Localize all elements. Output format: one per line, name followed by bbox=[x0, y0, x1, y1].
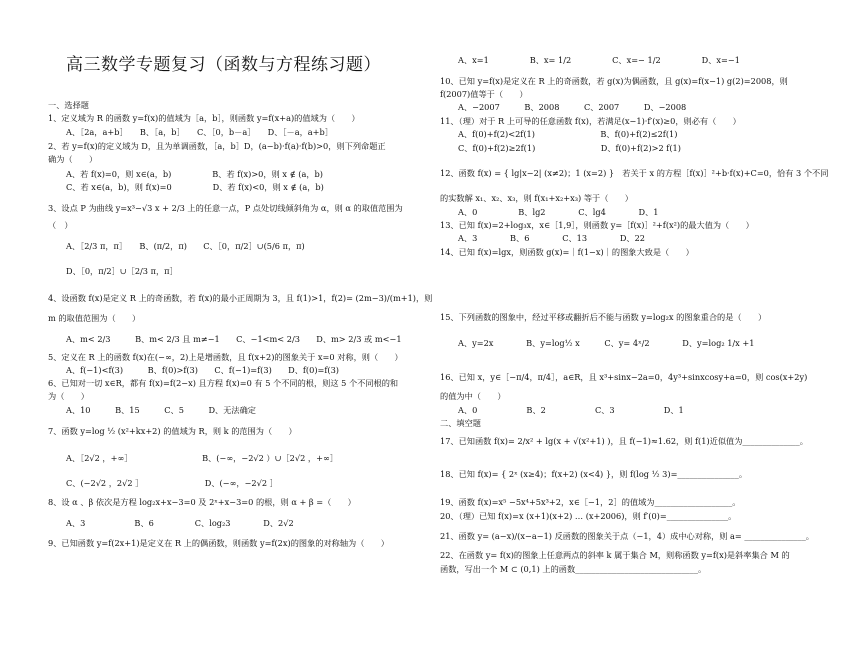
option-line: A、［2/3 π，π］ B、(π/2，π) C、［0，π/2］∪(5/6 π，π) bbox=[66, 241, 305, 251]
question-line: 为（ ） bbox=[48, 391, 89, 401]
option-line: D、［0，π/2］∪［2/3 π，π］ bbox=[66, 266, 178, 276]
question-line: 4、设函数 f(x)是定义 R 上的奇函数，若 f(x)的最小正周期为 3，且 f(1)>1，f(2)= (2m−3)/(m+1)，则 bbox=[48, 293, 433, 303]
question-line: 7、函数 y=log ½ (x²+kx+2) 的值域为 R，则 k 的范围为（ ） bbox=[48, 426, 297, 436]
option-line: A、3 B、6 C、log₂3 D、2√2 bbox=[66, 518, 294, 528]
question-line: 的实数解 x₁、x₂、x₃，则 f(x₁+x₂+x₃) 等于（ ） bbox=[440, 193, 633, 203]
question-line: 21、函数 y= (a−x)/(x−a−1) 反函数的图象关于点（−1，4）成中心对称，则 a= _______________。 bbox=[440, 531, 814, 541]
option-line: A、［2a，a+b］ B、［a，b］ C、［0，b－a］ D、［－a，a+b］ bbox=[66, 127, 333, 137]
option-line: C、若 x∈(a，b)，则 f(x)=0 D、若 f(x)<0，则 x ∉ (a，b) bbox=[66, 182, 324, 192]
question-line: （ ） bbox=[48, 220, 73, 230]
option-line: A、若 f(x)=0，则 x∈(a，b) B、若 f(x)>0，则 x ∉ (a，b) bbox=[66, 169, 323, 179]
question-line: 5、定义在 R 上的函数 f(x)在(−∞，2)上是增函数，且 f(x+2)的图象关于 x=0 对称，则（ ） bbox=[48, 352, 403, 362]
option-line: A、−2007 B、2008 C、2007 D、−2008 bbox=[458, 102, 687, 112]
option-line: A、m< 2/3 B、m< 2/3 且 m≠−1 C、−1<m< 2/3 D、m> 2/3 或 m<−1 bbox=[66, 334, 402, 344]
option-line: A、f(−1)<f(3) B、f(0)>f(3) C、f(−1)=f(3) D、f(0)=f(3) bbox=[66, 365, 340, 375]
option-line: A、y=2x B、y=log½ x C、y= 4ˣ/2 D、y=log₂ 1/x +1 bbox=[458, 338, 755, 348]
option-line: A、［2√2 ，+∞］ B、(−∞，−2√2 ）∪［2√2 ，+∞］ bbox=[66, 453, 338, 463]
question-line: 19、函数 f(x)=x⁵ −5x⁴+5x³+2，x∈［−1，2］的值域为___________________。 bbox=[440, 497, 741, 507]
option-line: A、3 B、6 C、13 D、22 bbox=[458, 233, 646, 243]
question-line: 3、设点 P 为曲线 y=x³−√3 x + 2/3 上的任意一点，P 点处切线倾斜角为 α，则 α 的取值范围为 bbox=[48, 203, 403, 213]
section-heading-choice: 一、选择题 bbox=[48, 100, 89, 110]
option-line: A、x=1 B、x= 1/2 C、x=− 1/2 D、x=−1 bbox=[458, 55, 740, 65]
question-line: 16、已知 x，y∈［−π/4，π/4］，a∈R，且 x³+sinx−2a=0，4y³+sinxcosy+a=0，则 cos(x+2y) bbox=[440, 372, 808, 382]
question-line: 确为（ ） bbox=[48, 154, 98, 164]
question-line: 10、已知 y=f(x)是定义在 R 上的奇函数，若 g(x)为偶函数，且 g(x)=f(x−1) g(2)=2008，则 bbox=[440, 76, 788, 86]
question-line: 18、已知 f(x)= { 2ˣ (x≥4)；f(x+2) (x<4) }，则 f(log ½ 3)=_______________。 bbox=[440, 469, 748, 479]
option-line: A、f(0)+f(2)<2f(1) B、f(0)+f(2)≤2f(1) bbox=[458, 129, 678, 139]
page-title: 高三数学专题复习（函数与方程练习题） bbox=[66, 55, 381, 75]
question-line: 9、已知函数 y=f(2x+1)是定义在 R 上的偶函数，则函数 y=f(2x)的图象的对称轴为（ ） bbox=[48, 538, 389, 548]
question-line: 13、已知 f(x)=2+log₃x，x∈［1,9］，则函数 y=［f(x)］²+f(x²)的最大值为（ ） bbox=[440, 220, 754, 230]
option-line: A、10 B、15 C、5 D、无法确定 bbox=[66, 405, 256, 415]
question-line: 1、定义域为 R 的函数 y=f(x)的值域为［a，b］，则函数 y=f(x+a)的值域为（ ） bbox=[48, 113, 360, 123]
option-line: C、f(0)+f(2)≥2f(1) D、f(0)+f(2)>2 f(1) bbox=[458, 143, 681, 153]
question-line: 6、已知对一切 x∈R，都有 f(x)=f(2−x) 且方程 f(x)=0 有 5 个不同的根，则这 5 个不同根的和 bbox=[48, 378, 399, 388]
question-line: 12、函数 f(x) = { lg|x−2| (x≠2)；1 (x=2) } 若关于 x 的方程［f(x)］²+b·f(x)+C=0，恰有 3 个不同 bbox=[440, 168, 829, 178]
question-line: m 的取值范围为（ ） bbox=[48, 313, 141, 323]
question-line: 20、（理）已知 f(x)=x (x+1)(x+2) … (x+2006)，则 f′(0)=_______________。 bbox=[440, 511, 737, 521]
question-line: 的值为中（ ） bbox=[440, 391, 506, 401]
question-line: 2、若 y=f(x)的定义域为 D，且为单调函数，［a，b］D，(a−b)·f(a)·f(b)>0，则下列命题正 bbox=[48, 141, 386, 151]
option-line: A、0 B、lg2 C、lg4 D、1 bbox=[458, 207, 659, 217]
section-heading-fill: 二、填空题 bbox=[440, 418, 481, 428]
question-line: 17、已知函数 f(x)= 2/x² + lg(x + √(x²+1) )，且 f(−1)≈1.62，则 f(1)近似值为______________。 bbox=[440, 436, 808, 446]
question-line: 函数，写出一个 M ⊂ (0,1) 上的函数______________________________。 bbox=[440, 564, 707, 574]
question-line: 22、在函数 y= f(x)的图象上任意两点的斜率 k 属于集合 M，则称函数 y=f(x)是斜率集合 M 的 bbox=[440, 550, 790, 560]
question-line: 15、下列函数的图象中，经过平移或翻折后不能与函数 y=log₂x 的图象重合的是（ ） bbox=[440, 312, 767, 322]
option-line: A、0 B、2 C、3 D、1 bbox=[458, 405, 684, 415]
question-line: f(2007)值等于（ ） bbox=[440, 89, 528, 99]
question-line: 8、设 α 、β 依次是方程 log₂x+x−3=0 及 2ˣ+x−3=0 的根，则 α + β =（ ） bbox=[48, 497, 356, 507]
question-line: 11、（理）对于 R 上可导的任意函数 f(x)，若满足(x−1)·f′(x)≥0，则必有（ ） bbox=[440, 116, 741, 126]
question-line: 14、已知 f(x)=lgx，则函数 g(x)=｜f(1−x)｜的图象大致是（ ） bbox=[440, 247, 694, 257]
option-line: C、(−2√2 ，2√2 ］ D、(−∞，−2√2 ］ bbox=[66, 478, 278, 488]
